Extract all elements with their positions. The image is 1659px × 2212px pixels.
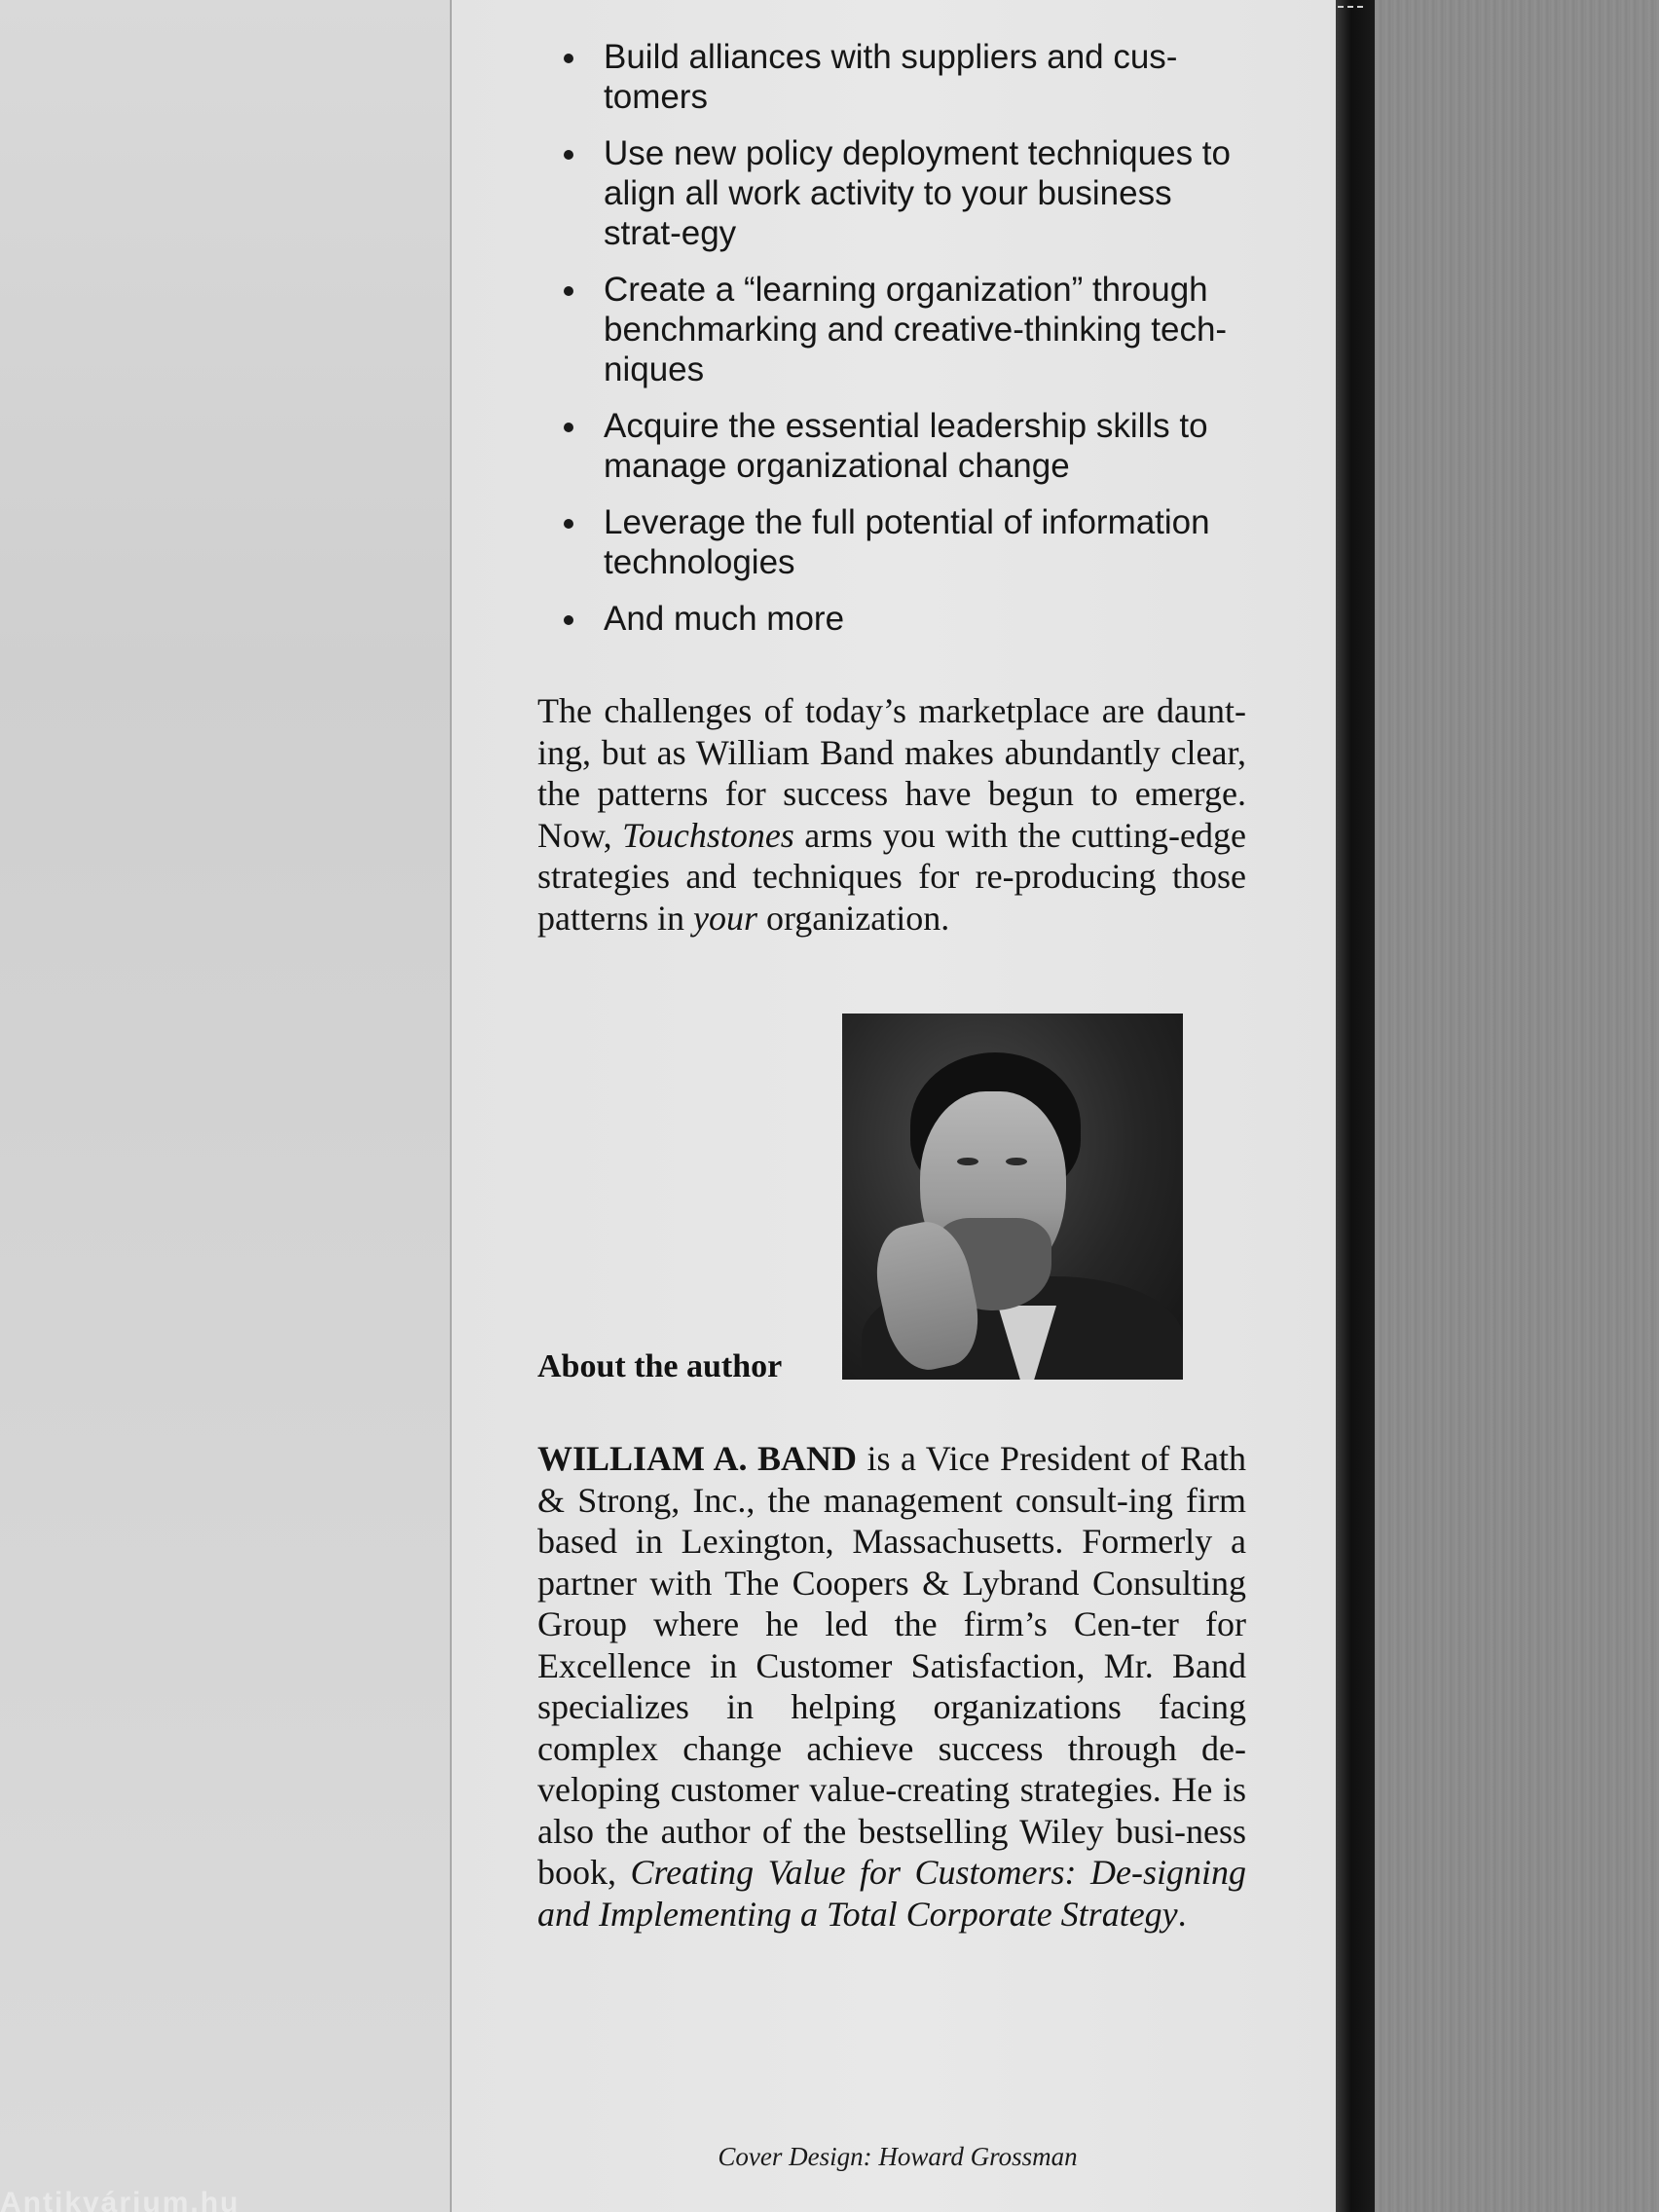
book-title-emphasis: Touchstones	[622, 815, 794, 855]
watermark: Antikvárium.hu	[0, 2187, 240, 2212]
list-item-text: Acquire the essential leadership skills to manage organizational change	[604, 407, 1208, 485]
list-item-text: Build alliances with suppliers and cus-tomers	[604, 38, 1178, 116]
book-spine	[1336, 0, 1375, 2212]
author-photo	[842, 1014, 1183, 1380]
photo-eye	[1006, 1158, 1027, 1165]
about-author-heading: About the author	[537, 1348, 783, 1384]
bio-text: is a Vice President of Rath & Strong, Inc., the management consult-ing firm based in Lexington, Massachusetts. Formerly a partner with The Coopers & Lybrand Consulting Group where he led the firm’s Cen-ter for Excellence in Customer Satisfaction, Mr. Band specializes in helping organizations facing complex change achieve success through de-veloping customer value-creating strategies. He is also the author of the bestselling Wiley busi-ness book,	[537, 1439, 1246, 1892]
bullet-icon	[564, 150, 573, 160]
previous-book-title: Creating Value for Customers: De-signing and Implementing a Total Corporate Strategy	[537, 1853, 1246, 1934]
list-item-text: And much more	[604, 600, 845, 638]
list-item-text: Use new policy deployment techniques to align all work activity to your business strat-egy	[604, 134, 1231, 252]
spine-stitch	[1338, 6, 1363, 11]
author-name: WILLIAM A. BAND	[537, 1439, 857, 1478]
feature-list	[537, 37, 1246, 655]
bullet-icon	[564, 615, 573, 625]
background-surface	[1375, 0, 1659, 2212]
summary-text: The challenges of today’s marketplace are daunt-ing, but as William Band makes abundantly clear, the patterns for success have begun to emerge. Now,	[537, 691, 1246, 855]
photo-eye	[957, 1158, 978, 1165]
list-item	[537, 270, 1246, 389]
emphasis-word: your	[692, 898, 757, 938]
bullet-icon	[564, 423, 573, 432]
bullet-icon	[564, 286, 573, 296]
cover-design-credit: Cover Design: Howard Grossman	[718, 2142, 1078, 2171]
list-item	[537, 406, 1246, 486]
bullet-icon	[564, 54, 573, 63]
left-page	[0, 0, 451, 2212]
list-item	[537, 37, 1246, 117]
bullet-icon	[564, 519, 573, 529]
list-item	[537, 502, 1246, 582]
author-bio	[537, 1438, 1246, 1935]
list-item	[537, 599, 1246, 639]
list-item	[537, 133, 1246, 253]
summary-text: organization.	[756, 898, 950, 938]
list-item-text: Leverage the full potential of information technologies	[604, 503, 1210, 581]
list-item-text: Create a “learning organization” through benchmarking and creative-thinking tech-niques	[604, 271, 1228, 388]
bio-end: .	[1177, 1894, 1187, 1934]
summary-text: arms you with the cutting-edge strategies and techniques for re-producing those patterns in	[537, 815, 1246, 938]
summary-paragraph	[537, 690, 1246, 939]
